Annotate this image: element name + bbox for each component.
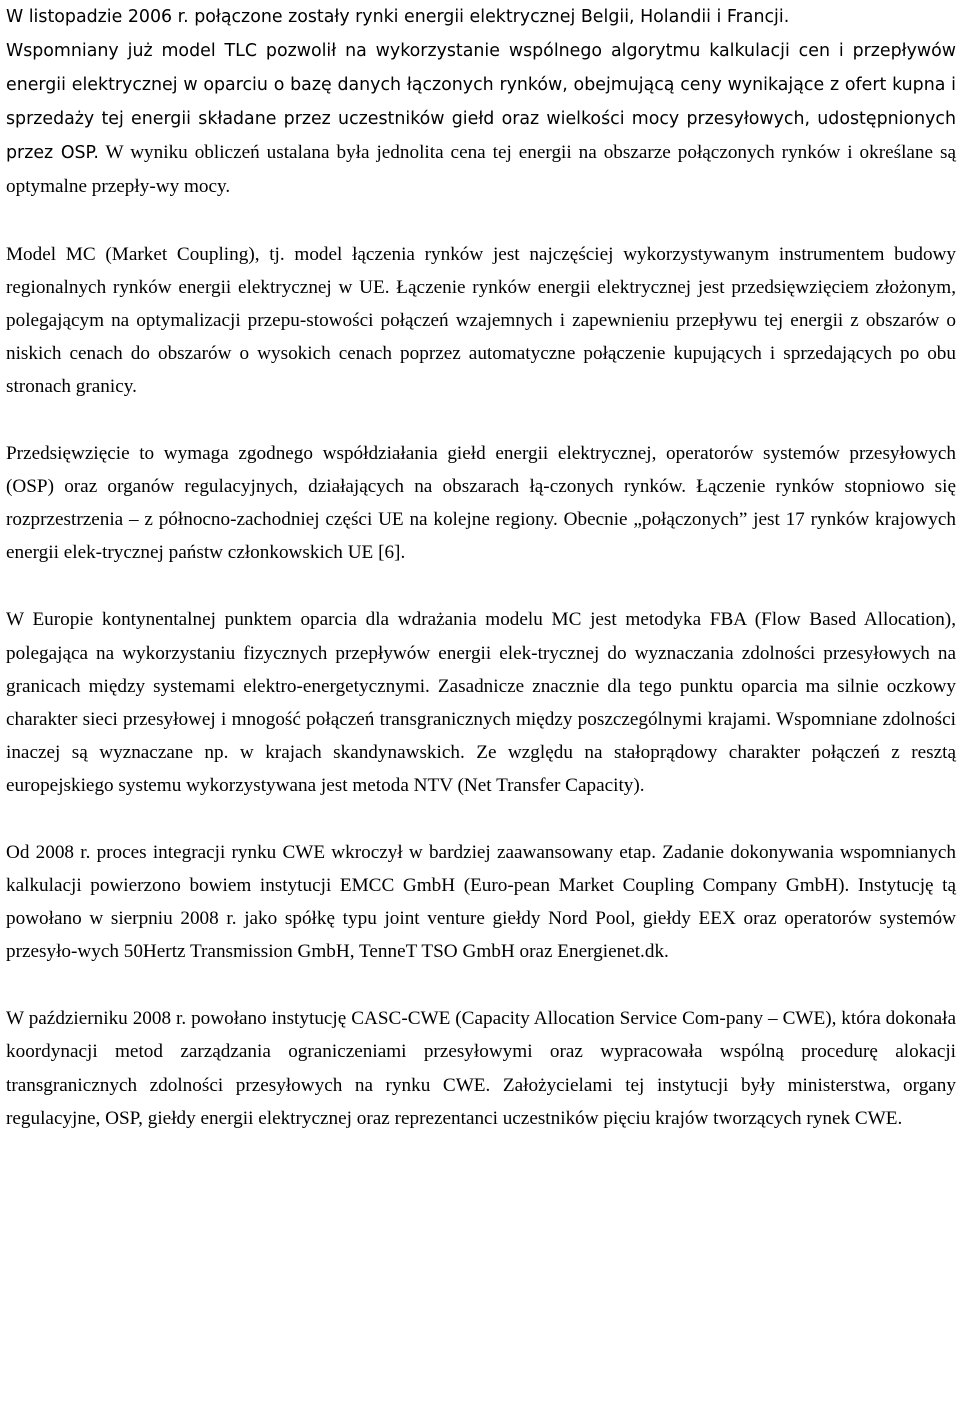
paragraph-fba: W Europie kontynentalnej punktem oparcia dla wdrażania modelu MC jest metodyka FBA (Flow Based Allocation), polegająca na wykorzystaniu fizycznych przepływów energii elek-trycznej do wyznaczania zdolności przesyłowych na granicach między systemami elektro-energetycznymi. Zasadnicze znacznie dla tego punktu oparcia ma silnie oczkowy charakter sieci przesyłowej i mnogość połączeń transgranicznych między poszczególnymi krajami. Wspomniane zdolności inaczej są wyznaczane np. w krajach skandynawskich. Ze względu na stałoprądowy charakter połączeń z resztą europejskiego systemu wykorzystywana jest metoda NTV (Net Transfer Capacity). [6, 609, 956, 796]
paragraph-casc-cwe: W październiku 2008 r. powołano instytucję CASC-CWE (Capacity Allocation Service Com-pany – CWE), która dokonała koordynacji metod zarządzania ograniczeniami przesyłowymi oraz wypracowała wspólną procedurę alokacji transgranicznych zdolności przesyłowych na rynku CWE. Założycielami tej instytucji były ministerstwa, organy regulacyjne, OSP, giełdy energii elektrycznej oraz reprezentanci uczestników pięciu krajów tworzących rynek CWE. [6, 1008, 956, 1129]
paragraph-spacer [6, 569, 956, 603]
paragraph-tlc-model-sans-text: W listopadzie 2006 r. połączone zostały rynki energii elektrycznej Belgii, Holandii i Francji. Wspomniany już model TLC pozwolił na wykorzystanie wspólnego algorytmu kalkulacji cen i przepływów energii elektrycznej w oparciu o bazę danych łączonych rynków, obejmującą ceny wynikające z ofert kupna i sprzedaży tej energii składane przez uczestników giełd oraz wielkości mocy przesyłowych, udostępnionych przez OSP. [6, 7, 956, 164]
paragraph-spacer [6, 204, 956, 238]
paragraph-spacer [6, 968, 956, 1002]
paragraph-cooperation: Przedsięwzięcie to wymaga zgodnego współdziałania giełd energii elektrycznej, operatorów systemów przesyłowych (OSP) oraz organów regulacyjnych, działających na obszarach łą-czonych rynków. Łączenie rynków stopniowo się rozprzestrzenia – z północno-zachodniej części UE na kolejne regiony. Obecnie „połączonych” jest 17 rynków krajowych energii elek-trycznej państw członkowskich UE [6]. [6, 443, 956, 564]
paragraph-market-coupling: Model MC (Market Coupling), tj. model łączenia rynków jest najczęściej wykorzystywanym instrumentem budowy regionalnych rynków energii elektrycznej w UE. Łączenie rynków energii elektrycznej jest przedsięwzięciem złożonym, polegającym na optymalizacji przepu-stowości połączeń wzajemnych i zapewnieniu przepływu tej energii z obszarów o niskich cenach do obszarów o wysokich cenach poprzez automatyczne połączenie kupujących i sprzedających po obu stronach granicy. [6, 243, 956, 397]
paragraph-tlc-model-serif-text: W wyniku obliczeń ustalana była jednolita cena tej energii na obszarze połączonych rynków i określane są optymalne przepły-wy mocy. [6, 142, 956, 198]
document-page [6, 0, 956, 1135]
paragraph-spacer [6, 403, 956, 437]
paragraph-emcc: Od 2008 r. proces integracji rynku CWE wkroczył w bardziej zaawansowany etap. Zadanie dokonywania wspomnianych kalkulacji powierzono bowiem instytucji EMCC GmbH (Euro-pean Market Coupling Company GmbH). Instytucję tą powołano w sierpniu 2008 r. jako spółkę typu joint venture giełdy Nord Pool, giełdy EEX oraz operatorów systemów przesyło-wych 50Hertz Transmission GmbH, TenneT TSO GmbH oraz Energienet.dk. [6, 841, 956, 963]
paragraph-tlc-model [6, 0, 956, 204]
paragraph-spacer [6, 802, 956, 836]
